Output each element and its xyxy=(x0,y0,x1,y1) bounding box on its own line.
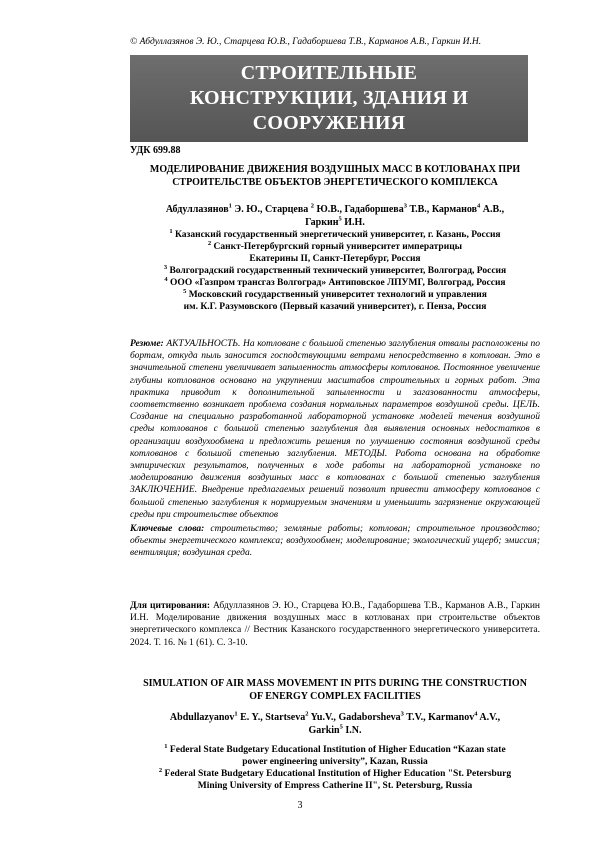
affiliation-ru-3 xyxy=(130,265,540,277)
banner-line-1: СТРОИТЕЛЬНЫЕ xyxy=(240,62,418,84)
author-sup: 5 xyxy=(338,215,342,223)
author-initials: Yu.V., xyxy=(308,712,339,723)
banner-line-2: КОНСТРУКЦИИ, ЗДАНИЯ И xyxy=(189,87,469,109)
author-name: Gadaborsheva xyxy=(338,712,401,723)
copyright-line: © Абдуллазянов Э. Ю., Старцева Ю.В., Гадаборшева Т.В., Карманов А.В., Гаркин И.Н. xyxy=(130,37,482,47)
authors-ru xyxy=(130,203,540,229)
affiliation-line: Санкт-Петербургский горный университет императрицы xyxy=(213,242,463,252)
affiliation-ru-4 xyxy=(130,277,540,289)
author-name: Гадаборшева xyxy=(344,204,404,215)
keywords xyxy=(130,523,540,560)
author-initials: T.V., xyxy=(403,712,429,723)
author-name: Abdullazyanov xyxy=(169,712,235,723)
affiliation-sup: 1 xyxy=(164,742,168,750)
author-initials: Ю.В., xyxy=(314,204,345,215)
citation-text: Абдуллазянов Э. Ю., Старцева Ю.В., Гадаборшева Т.В., Карманов А.В., Гаркин И.Н. Моделирование движения воздушных масс в котлованах при строительстве объектов энергетического комплекса // Вестник Казанского государственного энергетического университета. 2024. Т. 16. № 1 (61). С. 3-10. xyxy=(130,601,540,648)
author-initials: I.N. xyxy=(342,725,362,736)
author-initials: E. Y., xyxy=(237,712,266,723)
title-en-line-1: SIMULATION OF AIR MASS MOVEMENT IN PITS DURING THE CONSTRUCTION xyxy=(143,678,527,689)
author-sup: 1 xyxy=(228,202,232,210)
author-initials: Э. Ю., xyxy=(231,204,265,215)
abstract-text: АКТУАЛЬНОСТЬ. На котловане с большой степенью заглубления отвалы расположены по бортам, откуда пыль заносится господствующими ветрами непосредственно в котлован. Это в значительной степени увеличивает запыленность атмосферы котлованов. Постоянное увеличение глубины котлованов основано на укрупнении масштабов строительных и горных работ. Эта практика приводит к дополнительной запыленности и загазованности атмосферы, соответственно возникает проблема создания нормальных параметров воздушной среды. ЦЕЛЬ. Создание на специально разработанной лабораторной установке моделей течения воздушной среды котлованов с большой степенью заглубления для выявления основных недостатков в организации воздухообмена и предложить решения по улучшению состояния воздушной среды котлованов с большой степенью заглубления. МЕТОДЫ. Работа основана на обработке эмпирических результатов, полученных в ходе работы на лабораторной установке по моделированию движения воздушных масс в котлованах с большой степенью заглубления ЗАКЛЮЧЕНИЕ. Внедрение предлагаемых решений позволит привести атмосферу котлованов с большой степенью заглубления к нормируемым значениям и уменьшить загрязнение окружающей среды при строительстве объектов xyxy=(130,339,540,520)
authors-en xyxy=(130,711,540,737)
affiliation-line: Federal State Budgetary Educational Institution of Higher Education "St. Petersburg xyxy=(164,769,512,779)
citation-label: Для цитирования: xyxy=(130,601,211,611)
article-title-en xyxy=(130,677,540,703)
affiliation-sup: 5 xyxy=(183,287,187,295)
affiliation-line: Federal State Budgetary Educational Institution of Higher Education “Kazan state xyxy=(169,745,506,755)
author-sup: 4 xyxy=(477,202,481,210)
page-number: 3 xyxy=(297,800,303,811)
author-name: Startseva xyxy=(265,712,306,723)
author-sup: 5 xyxy=(339,723,343,731)
author-sup: 3 xyxy=(400,710,404,718)
title-ru-line-2: СТРОИТЕЛЬСТВЕ ОБЪЕКТОВ ЭНЕРГЕТИЧЕСКОГО КОМПЛЕКСА xyxy=(172,177,498,188)
author-name: Старцева xyxy=(264,204,311,215)
keywords-text: строительство; земляные работы; котлован; строительное производство; объекты энергетического комплекса; воздухообмен; моделирование; экологический ущерб; эмиссия; вентиляция; воздушная среда. xyxy=(130,524,540,559)
affiliation-line: Mining University of Empress Catherine II", St. Petersburg, Russia xyxy=(197,781,473,791)
udk-code: УДК 699.88 xyxy=(130,145,181,156)
author-name: Абдуллазянов xyxy=(165,204,229,215)
author-sup: 3 xyxy=(403,202,407,210)
affiliation-line: им. К.Г. Разумовского (Первый казачий университет), г. Пенза, Россия xyxy=(183,302,487,312)
author-name: Garkin xyxy=(308,725,340,736)
abstract xyxy=(130,338,540,521)
keywords-label: Ключевые слова: xyxy=(130,524,205,534)
affiliation-line: Московский государственный университет технологий и управления xyxy=(188,290,487,300)
author-initials: Т.В., xyxy=(406,204,432,215)
affiliation-en-1 xyxy=(130,744,540,768)
author-initials: А.В., xyxy=(480,204,505,215)
author-name: Karmanov xyxy=(428,712,475,723)
author-sup: 4 xyxy=(474,710,478,718)
banner-line-3: СООРУЖЕНИЯ xyxy=(252,112,406,134)
affiliation-en-2 xyxy=(130,768,540,792)
section-banner xyxy=(130,55,528,142)
author-name: Карманов xyxy=(431,204,477,215)
author-sup: 1 xyxy=(234,710,238,718)
title-en-line-2: OF ENERGY COMPLEX FACILITIES xyxy=(249,691,421,702)
affiliation-line: power engineering university”, Kazan, Russia xyxy=(242,757,428,767)
affiliation-ru-1 xyxy=(130,229,540,241)
affiliation-line: Волгоградский государственный технический университет, Волгоград, Россия xyxy=(169,266,507,276)
title-ru-line-1: МОДЕЛИРОВАНИЕ ДВИЖЕНИЯ ВОЗДУШНЫХ МАСС В КОТЛОВАНАХ ПРИ xyxy=(149,164,521,175)
affiliation-sup: 2 xyxy=(207,239,212,247)
abstract-label: Резюме: xyxy=(130,339,164,349)
affiliation-sup: 2 xyxy=(158,766,163,774)
affiliation-line: Екатерины II, Санкт-Петербург, Россия xyxy=(249,254,421,264)
citation xyxy=(130,600,540,649)
affiliation-line: Казанский государственный энергетический университет, г. Казань, Россия xyxy=(175,230,501,240)
article-title-ru xyxy=(130,163,540,189)
affiliation-sup: 4 xyxy=(164,275,168,283)
author-sup: 2 xyxy=(305,710,309,718)
author-sup: 2 xyxy=(310,202,315,210)
affiliation-sup: 3 xyxy=(163,263,168,271)
affiliation-ru-5 xyxy=(130,289,540,313)
affiliation-line: ООО «Газпром трансгаз Волгоград» Антиповское ЛПУМГ, Волгоград, Россия xyxy=(170,278,506,288)
affiliation-sup: 1 xyxy=(169,227,173,235)
author-initials: И.Н. xyxy=(341,217,365,228)
author-initials: A.V., xyxy=(477,712,501,723)
affiliation-ru-2 xyxy=(130,241,540,265)
author-name: Гаркин xyxy=(305,217,339,228)
